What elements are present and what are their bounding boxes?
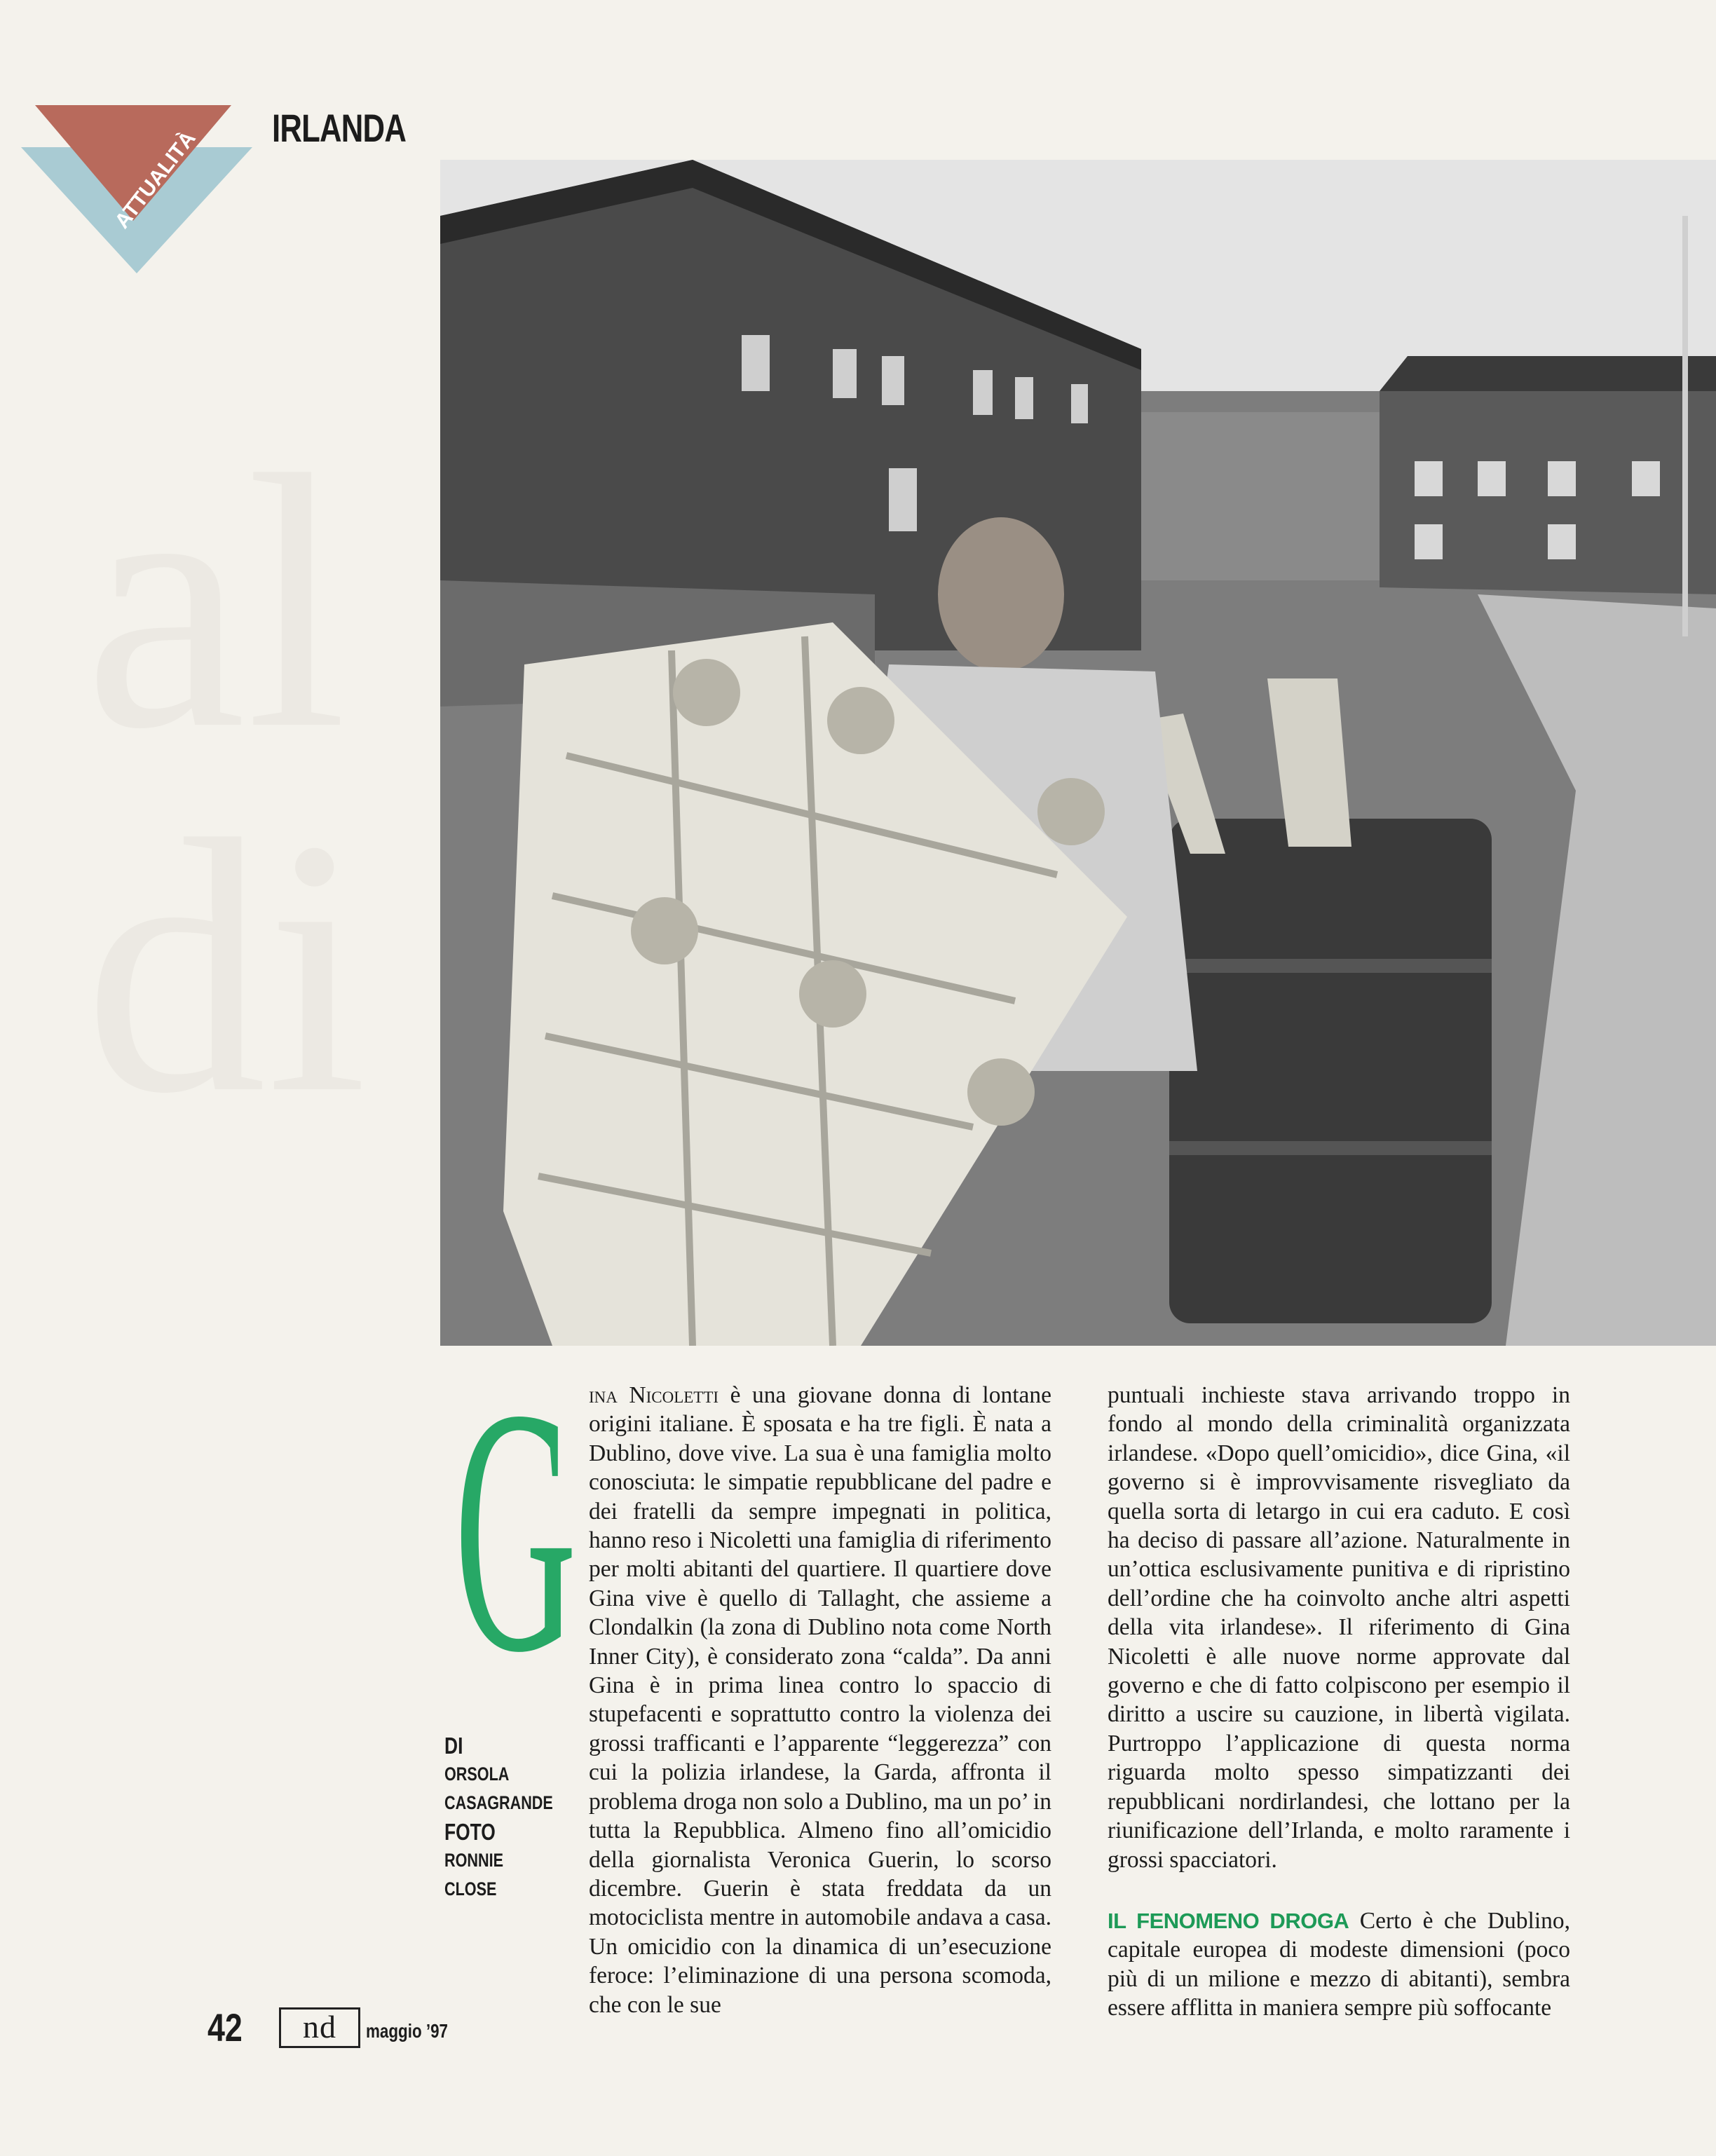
background-ghost-lettering: al di xyxy=(84,401,368,1168)
byline-label: DI xyxy=(444,1733,463,1759)
byline-credits xyxy=(444,1731,553,1904)
article-text-2: puntuali inchieste stava arrivando troppo in fondo al mondo della criminalità organizzata irlandese. «Dopo quell’omicidio», dice Gina, «il governo si è improvvisamente risvegliato da quella sorta di letargo in cui era caduto. E così ha deciso di passare all’azione. Naturalmente in un’ottica esclusivamente punitiva e di ripristino dell’ordine che ha coinvolto anche altri aspetti della vita irlandese». Il riferimento di Gina Nicoletti è alle nuove norme approvate dal governo e che di fatto colpiscono per esempio il diritto a uscire su cauzione, in libertà vigilata. Purtroppo l’applicazione di questa norma riguarda molto spesso simpatizzanti dei repubblicani nordirlandesi, che lottano per la riunificazione dell’Irlanda, e molto raramente i grossi spacciatori. xyxy=(1108,1382,1570,1873)
section-corner-emblem xyxy=(21,105,252,273)
article-column-2 xyxy=(1108,1381,1570,2023)
article-lead-in: ina Nicoletti xyxy=(589,1382,719,1408)
article-text-1: è una giovane donna di lontane origini italiane. È sposata e ha tre figli. È nata a Dublino, dove vive. La sua è una famiglia molto conosciuta: le simpatie repubblicane del padre e dei fratelli da sempre impegnati in politica, hanno reso i Nicoletti una famiglia di riferimento per molti abitanti del quartiere. Il quartiere dove Gina vive è quello di Tallaght, che assieme a Clondalkin (la zona di Dublino nota come North Inner City), è considerato zona “calda”. Da anni Gina è in prima linea contro lo spaccio di stupefacenti e soprattutto contro la violenza dei grossi trafficanti e l’apparente “leggerezza” con cui la polizia irlandese, la Garda, affronta il problema droga non solo a Dublino, ma un po’ in tutta la Repubblica. Almeno fino all’omicidio della giornalista Veronica Guerin, lo scorso dicembre. Guerin è stata freddata da un motociclista mentre in automobile andava a casa. Un omicidio con la dinamica di un’esecuzione feroce: l’eliminazione di una persona scomoda, che con le sue xyxy=(589,1382,1052,2018)
section-subhead: IL FENOMENO DROGA xyxy=(1108,1908,1349,1933)
article-photo xyxy=(440,160,1716,1346)
svg-text:G: G xyxy=(454,1375,577,1684)
article-column-1 xyxy=(589,1381,1051,2019)
magazine-logo: nd xyxy=(279,2007,360,2048)
photographer-name: RONNIE CLOSE xyxy=(444,1850,504,1899)
section-title: IRLANDA xyxy=(272,106,407,150)
photo-label: FOTO xyxy=(444,1819,496,1845)
section-tag: ATTUALITÀ xyxy=(110,127,200,233)
page-number: 42 xyxy=(207,2005,243,2049)
article-text-3: Certo è che Dublino, capitale europea di modeste dimensioni (poco più di un milione e mezzo di abitanti), sembra essere afflitta in maniera sempre più soffocante xyxy=(1108,1907,1571,2021)
issue-date: maggio ’97 xyxy=(366,2020,449,2042)
drop-cap xyxy=(454,1375,580,1684)
author-name: ORSOLA CASAGRANDE xyxy=(444,1763,553,1813)
